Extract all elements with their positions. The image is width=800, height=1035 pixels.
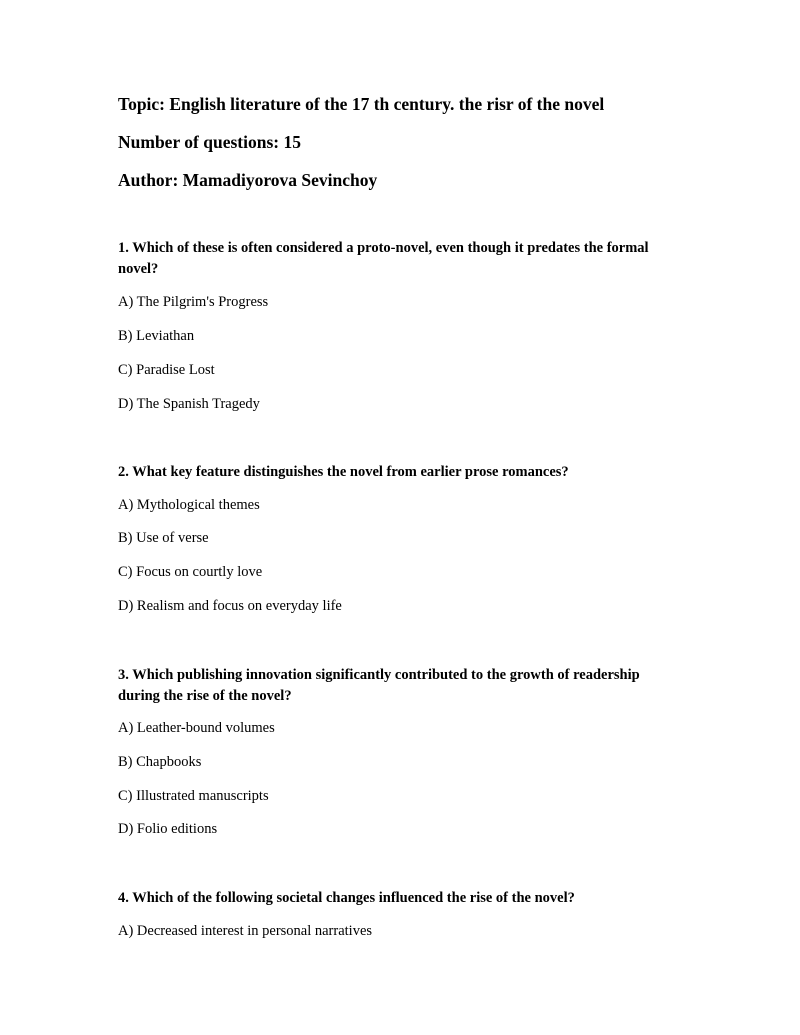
- question-3-option-d: D) Folio editions: [118, 821, 218, 837]
- question-3-text: 3. Which publishing innovation significantly contributed to the growth of readership during the rise of the novel?: [118, 667, 640, 704]
- question-1-option-c: C) Paradise Lost: [118, 362, 215, 378]
- question-count-heading: Number of questions: 15: [118, 132, 301, 152]
- question-3-option-a: A) Leather-bound volumes: [118, 720, 275, 736]
- question-2-option-d: D) Realism and focus on everyday life: [118, 598, 342, 614]
- question-4-option-a: A) Decreased interest in personal narratives: [118, 923, 373, 939]
- question-2-text: 2. What key feature distinguishes the novel from earlier prose romances?: [118, 464, 569, 480]
- question-1-option-b: B) Leviathan: [118, 328, 195, 344]
- question-3-option-c: C) Illustrated manuscripts: [118, 788, 269, 804]
- question-1-option-d: D) The Spanish Tragedy: [118, 396, 260, 412]
- question-4-text: 4. Which of the following societal changes influenced the rise of the novel?: [118, 890, 575, 906]
- question-3-option-b: B) Chapbooks: [118, 754, 202, 770]
- question-2-option-b: B) Use of verse: [118, 530, 209, 546]
- question-2-option-a: A) Mythological themes: [118, 497, 260, 513]
- question-1-text: 1. Which of these is often considered a proto-novel, even though it predates the formal novel?: [118, 240, 649, 277]
- author-heading: Author: Mamadiyorova Sevinchoy: [118, 170, 378, 190]
- topic-heading: Topic: English literature of the 17 th century. the risr of the novel: [118, 94, 605, 114]
- question-1-option-a: A) The Pilgrim's Progress: [118, 294, 269, 310]
- question-2-option-c: C) Focus on courtly love: [118, 564, 263, 580]
